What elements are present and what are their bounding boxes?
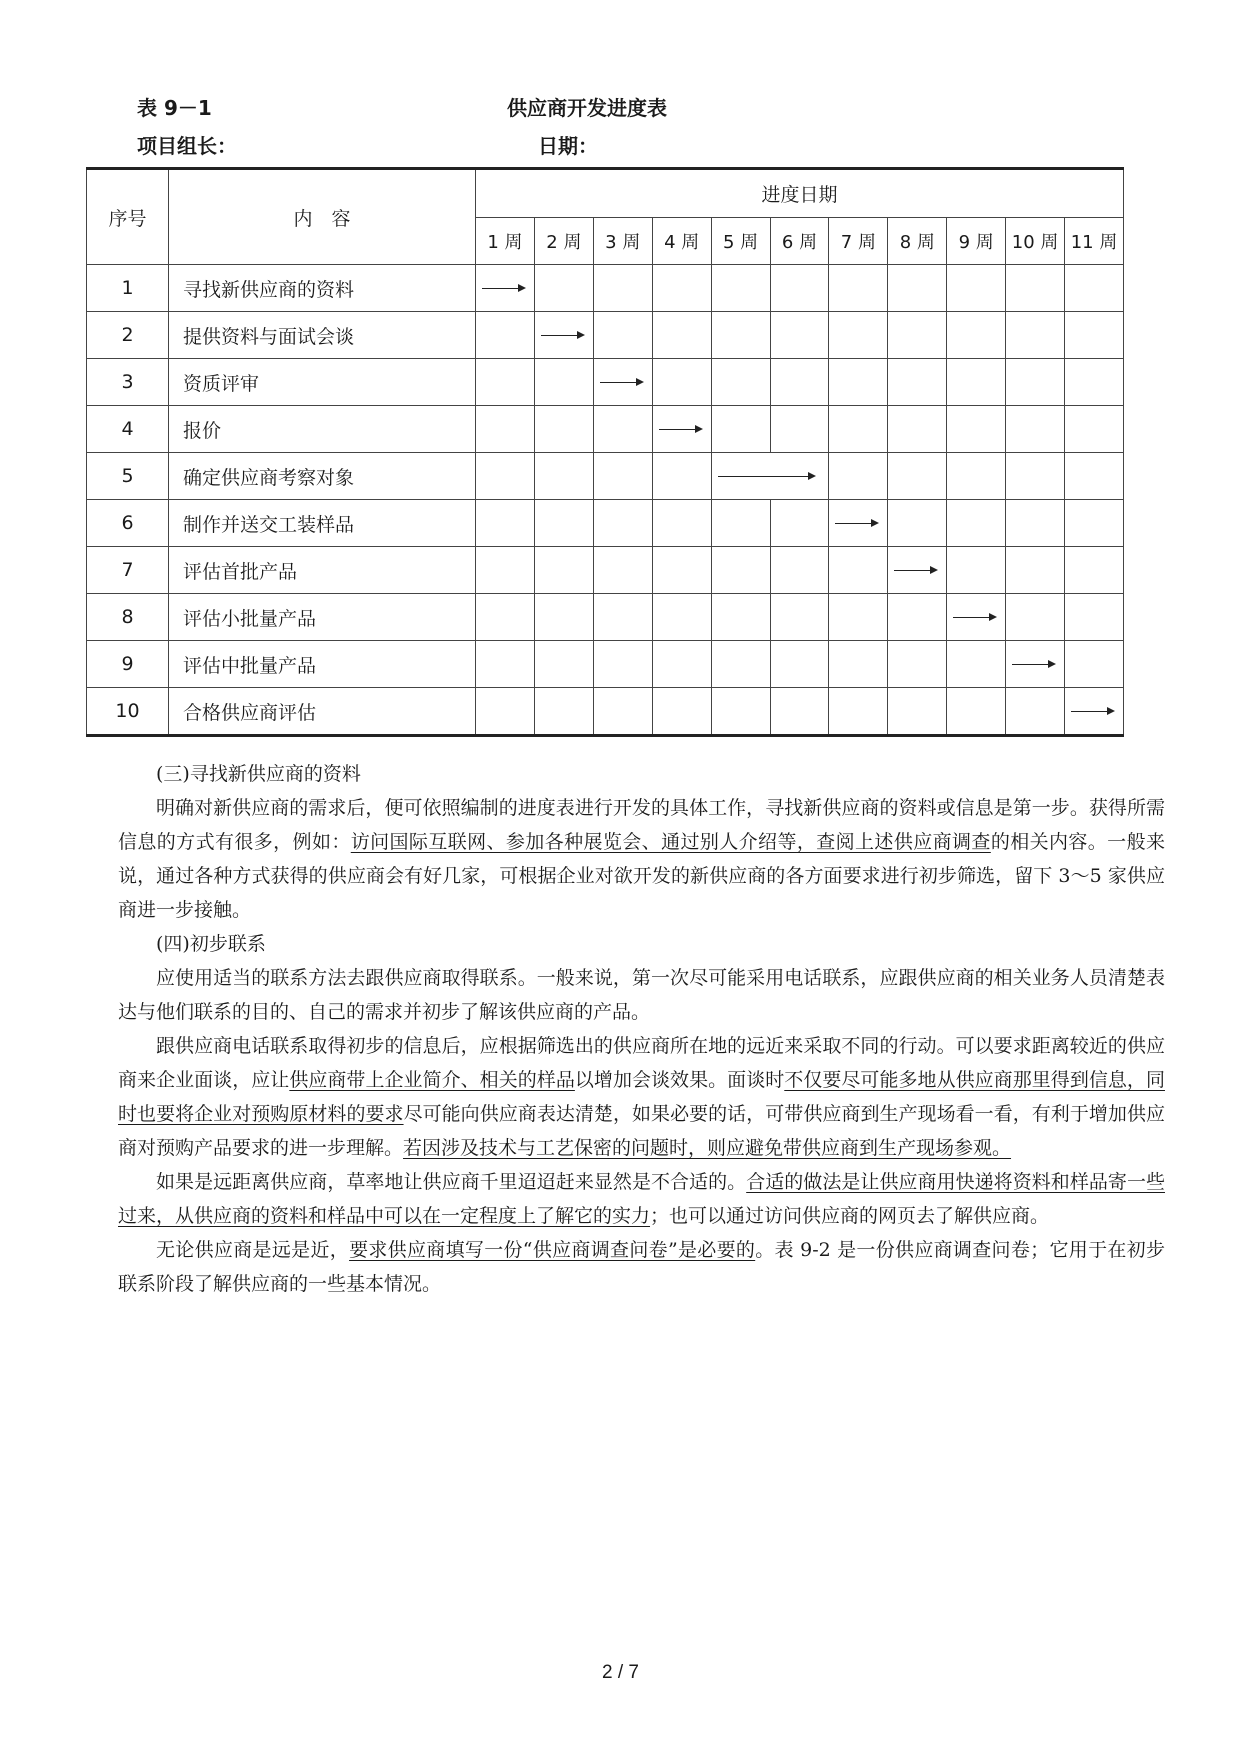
row-content: 资质评审 xyxy=(169,359,476,406)
arrow-icon xyxy=(1071,711,1113,712)
p4-underline: 合适的做法是让供应商用快递将资料和样品寄一些过来，从供应商的资料和样品中可以在一定程度上了解它的实力 xyxy=(118,1171,1165,1227)
week-cell xyxy=(947,688,1006,736)
paragraph-1 xyxy=(118,791,1165,927)
week-cell xyxy=(593,406,652,453)
arrow-icon xyxy=(1012,664,1054,665)
week-cell xyxy=(888,453,947,500)
week-cell xyxy=(1065,500,1124,547)
week-cell xyxy=(711,359,770,406)
body-text xyxy=(118,757,1165,1301)
col-header-progress: 进度日期 xyxy=(476,169,1124,218)
week-cell xyxy=(1065,359,1124,406)
week-cell xyxy=(947,359,1006,406)
week-cell xyxy=(652,265,711,312)
p3-underline-2: 不仅要尽可能多地从供应商那里得到信息，同时也要将企业对预购原材料的要求 xyxy=(118,1069,1165,1125)
row-seq: 6 xyxy=(87,500,169,547)
week-cell xyxy=(1065,453,1124,500)
week-cell xyxy=(534,500,593,547)
week-cell xyxy=(711,312,770,359)
week-cell xyxy=(829,359,888,406)
week-header: 2 周 xyxy=(534,217,593,265)
week-cell xyxy=(476,265,535,312)
week-cell xyxy=(1006,688,1065,736)
week-cell xyxy=(652,359,711,406)
paragraph-5 xyxy=(118,1233,1165,1301)
row-content: 报价 xyxy=(169,406,476,453)
week-cell xyxy=(593,594,652,641)
week-cell xyxy=(593,359,652,406)
week-cell xyxy=(476,688,535,736)
table-row xyxy=(87,547,1124,594)
week-cell xyxy=(888,641,947,688)
week-cell xyxy=(534,688,593,736)
week-cell xyxy=(947,500,1006,547)
week-cell xyxy=(534,453,593,500)
arrow-icon xyxy=(541,335,583,336)
p5-text-b: 。表 9-2 是一份供应商调查问卷；它用于在初步联系阶段了解供应商的一些基本情况。 xyxy=(118,1239,1165,1295)
p3-underline-3: 若因涉及技术与工艺保密的问题时，则应避免带供应商到生产现场参观。 xyxy=(403,1137,1012,1159)
week-header: 4 周 xyxy=(652,217,711,265)
row-seq: 7 xyxy=(87,547,169,594)
week-cell xyxy=(534,406,593,453)
arrow-icon xyxy=(600,382,642,383)
week-cell xyxy=(829,594,888,641)
week-cell xyxy=(476,312,535,359)
col-header-seq: 序号 xyxy=(87,169,169,265)
schedule-table xyxy=(86,167,1124,737)
week-cell xyxy=(593,312,652,359)
week-cell xyxy=(770,406,829,453)
paragraph-2: 应使用适当的联系方法去跟供应商取得联系。一般来说，第一次尽可能采用电话联系，应跟供应商的相关业务人员清楚表达与他们联系的目的、自己的需求并初步了解该供应商的产品。 xyxy=(118,967,1165,1023)
week-cell xyxy=(711,500,770,547)
table-row xyxy=(87,688,1124,736)
week-cell xyxy=(829,547,888,594)
section-heading-3: (三)寻找新供应商的资料 xyxy=(156,763,361,785)
week-cell xyxy=(1006,265,1065,312)
week-header: 3 周 xyxy=(593,217,652,265)
week-cell xyxy=(593,547,652,594)
table-number: 表 9－1 xyxy=(137,96,212,120)
arrow-icon xyxy=(482,288,524,289)
week-cell xyxy=(1006,406,1065,453)
row-seq: 3 xyxy=(87,359,169,406)
week-cell xyxy=(1065,406,1124,453)
row-seq: 10 xyxy=(87,688,169,736)
arrow-icon xyxy=(835,523,877,524)
week-cell xyxy=(711,406,770,453)
week-cell xyxy=(534,547,593,594)
arrow-icon xyxy=(953,617,995,618)
week-cell xyxy=(711,265,770,312)
week-cell xyxy=(947,406,1006,453)
row-seq: 5 xyxy=(87,453,169,500)
row-content: 评估中批量产品 xyxy=(169,641,476,688)
week-cell xyxy=(1006,547,1065,594)
week-cell xyxy=(829,500,888,547)
row-seq: 8 xyxy=(87,594,169,641)
week-cell xyxy=(1006,594,1065,641)
week-cell xyxy=(829,453,888,500)
paragraph-4 xyxy=(118,1165,1165,1233)
p3-text-a: 跟供应商电话联系取得初步的信息后，应根据筛选出的供应商所在地的远近来采取不同的行动。可以要求距离较近的供应商来企业面谈，应让 xyxy=(118,1035,1165,1091)
table-row xyxy=(87,641,1124,688)
week-cell xyxy=(947,265,1006,312)
week-cell xyxy=(888,359,947,406)
week-cell xyxy=(652,406,711,453)
week-cell xyxy=(652,641,711,688)
week-cell xyxy=(534,641,593,688)
week-cell xyxy=(534,359,593,406)
week-cell xyxy=(947,641,1006,688)
week-cell xyxy=(534,265,593,312)
week-cell xyxy=(947,453,1006,500)
week-cell xyxy=(829,312,888,359)
week-cell xyxy=(476,547,535,594)
week-cell xyxy=(593,453,652,500)
paragraph-3 xyxy=(118,1029,1165,1165)
schedule-body xyxy=(87,265,1124,736)
week-cell xyxy=(770,265,829,312)
row-seq: 2 xyxy=(87,312,169,359)
week-cell xyxy=(652,547,711,594)
week-cell xyxy=(888,312,947,359)
week-cell xyxy=(652,594,711,641)
week-cell xyxy=(1065,265,1124,312)
row-content: 评估首批产品 xyxy=(169,547,476,594)
week-cell xyxy=(1006,312,1065,359)
week-cell xyxy=(652,312,711,359)
week-cell xyxy=(652,453,711,500)
week-cell xyxy=(829,406,888,453)
week-cell xyxy=(534,312,593,359)
week-header: 8 周 xyxy=(888,217,947,265)
arrow-icon xyxy=(718,476,815,477)
table-row xyxy=(87,594,1124,641)
table-caption xyxy=(0,82,1241,162)
section-heading-4: (四)初步联系 xyxy=(156,933,266,955)
week-cell xyxy=(593,265,652,312)
week-cell xyxy=(711,688,770,736)
week-header: 1 周 xyxy=(476,217,535,265)
arrow-icon xyxy=(894,570,936,571)
week-cell xyxy=(888,547,947,594)
week-cell xyxy=(476,406,535,453)
week-cell xyxy=(888,265,947,312)
table-row xyxy=(87,265,1124,312)
week-cell xyxy=(476,500,535,547)
week-cell xyxy=(947,547,1006,594)
arrow-icon xyxy=(659,429,701,430)
table-row xyxy=(87,453,1124,500)
p1-text-a: 明确对新供应商的需求后，便可依照编制的进度表进行开发的具体工作，寻找新供应商的资料或信息是第一步。获得所需信息的方式有很多，例如： xyxy=(118,797,1165,853)
week-cell xyxy=(1065,594,1124,641)
date-label: 日期： xyxy=(538,134,598,158)
week-cell xyxy=(1006,359,1065,406)
col-header-content: 内 容 xyxy=(169,169,476,265)
week-cell xyxy=(770,641,829,688)
row-content: 评估小批量产品 xyxy=(169,594,476,641)
week-cell xyxy=(711,641,770,688)
week-header: 9 周 xyxy=(947,217,1006,265)
week-cell xyxy=(476,594,535,641)
week-cell xyxy=(888,406,947,453)
p5-underline: 要求供应商填写一份“供应商调查问卷”是必要的 xyxy=(349,1239,756,1261)
p3-underline-1: 供应商带上企业简介、相关的样品 xyxy=(289,1069,575,1091)
week-cell xyxy=(770,688,829,736)
project-leader-label: 项目组长： xyxy=(137,134,237,158)
row-seq: 1 xyxy=(87,265,169,312)
week-cell xyxy=(1065,688,1124,736)
row-content: 合格供应商评估 xyxy=(169,688,476,736)
week-cell xyxy=(711,594,770,641)
week-cell xyxy=(1006,641,1065,688)
week-cell xyxy=(711,453,829,500)
week-cell xyxy=(888,500,947,547)
p4-text-a: 如果是远距离供应商，草率地让供应商千里迢迢赶来显然是不合适的。 xyxy=(156,1171,747,1193)
table-title: 供应商开发进度表 xyxy=(507,96,667,120)
p1-underline: 访问国际互联网、参加各种展览会、通过别人介绍等，查阅上述供应商调查 xyxy=(350,831,991,853)
p5-text-a: 无论供应商是远是近， xyxy=(156,1239,350,1261)
week-header: 11 周 xyxy=(1065,217,1124,265)
week-cell xyxy=(476,359,535,406)
table-row xyxy=(87,500,1124,547)
week-cell xyxy=(476,641,535,688)
week-cell xyxy=(770,312,829,359)
p3-text-b: 以增加会谈效果。面谈时 xyxy=(574,1069,785,1091)
table-row xyxy=(87,359,1124,406)
row-content: 提供资料与面试会谈 xyxy=(169,312,476,359)
week-cell xyxy=(770,359,829,406)
row-seq: 4 xyxy=(87,406,169,453)
week-cell xyxy=(829,688,888,736)
p3-text-c: 尽可能向供应商表达清楚，如果必要的话，可带供应商到生产现场看一看，有利于增加供应商对预购产品要求的进一步理解。 xyxy=(118,1103,1165,1159)
week-cell xyxy=(770,594,829,641)
week-cell xyxy=(1006,453,1065,500)
week-cell xyxy=(1065,312,1124,359)
week-cell xyxy=(593,688,652,736)
week-cell xyxy=(1065,641,1124,688)
week-header: 10 周 xyxy=(1006,217,1065,265)
week-header: 6 周 xyxy=(770,217,829,265)
table-row xyxy=(87,312,1124,359)
week-cell xyxy=(711,547,770,594)
week-cell xyxy=(534,594,593,641)
week-cell xyxy=(652,500,711,547)
week-cell xyxy=(829,265,888,312)
row-content: 制作并送交工装样品 xyxy=(169,500,476,547)
week-cell xyxy=(947,594,1006,641)
week-cell xyxy=(947,312,1006,359)
week-cell xyxy=(829,641,888,688)
week-cell xyxy=(593,500,652,547)
week-cell xyxy=(770,547,829,594)
week-cell xyxy=(770,500,829,547)
row-content: 寻找新供应商的资料 xyxy=(169,265,476,312)
week-header: 5 周 xyxy=(711,217,770,265)
week-cell xyxy=(1065,547,1124,594)
p4-text-b: ；也可以通过访问供应商的网页去了解供应商。 xyxy=(650,1205,1050,1227)
week-cell xyxy=(593,641,652,688)
row-seq: 9 xyxy=(87,641,169,688)
week-cell xyxy=(476,453,535,500)
week-header: 7 周 xyxy=(829,217,888,265)
week-cell xyxy=(888,688,947,736)
row-content: 确定供应商考察对象 xyxy=(169,453,476,500)
week-cell xyxy=(888,594,947,641)
p1-text-b: 的相关内容。一般来说，通过各种方式获得的供应商会有好几家，可根据企业对欲开发的新供应商的各方面要求进行初步筛选，留下 3～5 家供应商进一步接触。 xyxy=(118,831,1165,921)
week-cell xyxy=(1006,500,1065,547)
table-row xyxy=(87,406,1124,453)
week-cell xyxy=(652,688,711,736)
page-number: 2 / 7 xyxy=(602,1662,639,1683)
